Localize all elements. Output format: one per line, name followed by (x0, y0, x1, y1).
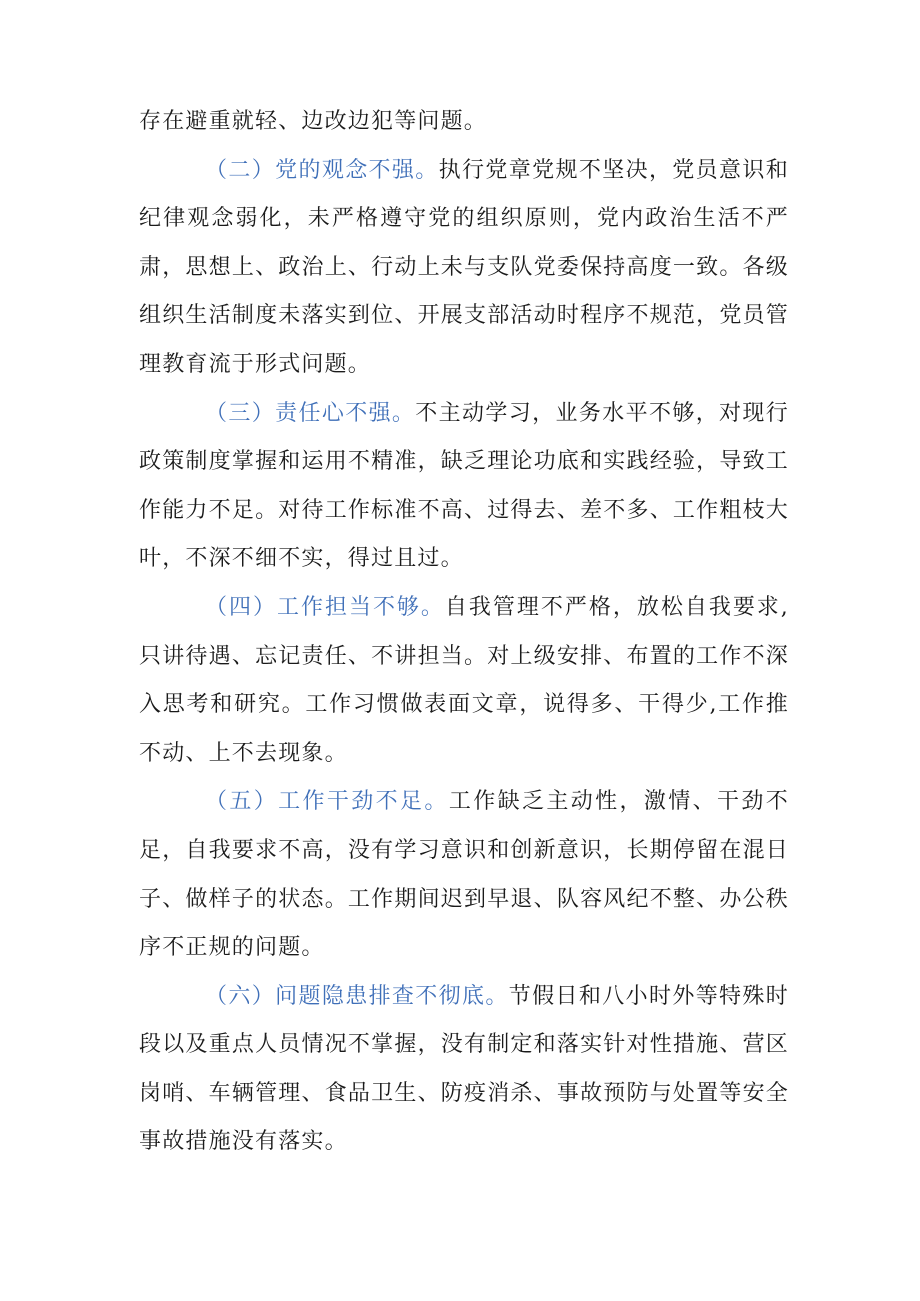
section-heading: （二）党的观念不强。 (205, 157, 439, 183)
paragraph-body: 执行党章党规不坚决，党员意识和纪律观念弱化，未严格遵守党的组织原则，党内政治生活不严肃，思想上、政治上、行动上未与支队党委保持高度一致。各级组织生活制度未落实到位、开展支部活动时程序不规范，党员管理教育流于形式问题。 (139, 157, 789, 377)
paragraph-accountability (139, 584, 789, 778)
paragraph-body: 工作缺乏主动性，激情、干劲不足，自我要求不高，没有学习意识和创新意识，长期停留在混日子、做样子的状态。工作期间迟到早退、队容风纪不整、办公秩序不正规的问题。 (139, 789, 789, 961)
section-heading: （三）责任心不强。 (205, 400, 416, 426)
paragraph-body: 不主动学习，业务水平不够，对现行政策制度掌握和运用不精准，缺乏理论功底和实践经验，导致工作能力不足。对待工作标准不高、过得去、差不多、工作粗枝大叶，不深不细不实，得过且过。 (139, 400, 789, 572)
document-body (139, 98, 789, 1167)
paragraph-body: 存在避重就轻、边改边犯等问题。 (139, 109, 488, 134)
paragraph-motivation (139, 778, 789, 972)
section-heading: （六）问题隐患排查不彻底。 (205, 983, 509, 1009)
paragraph-hazard-inspection (139, 973, 789, 1167)
section-heading: （四）工作担当不够。 (205, 594, 445, 620)
paragraph-party-awareness (139, 147, 789, 390)
paragraph-continuation (139, 98, 789, 147)
paragraph-body: 节假日和八小时外等特殊时段以及重点人员情况不掌握，没有制定和落实针对性措施、营区岗哨、车辆管理、食品卫生、防疫消杀、事故预防与处置等安全事故措施没有落实。 (139, 983, 789, 1155)
paragraph-responsibility (139, 390, 789, 584)
section-heading: （五）工作干劲不足。 (205, 789, 449, 815)
paragraph-body: 自我管理不严格，放松自我要求,只讲待遇、忘记责任、不讲担当。对上级安排、布置的工作不深入思考和研究。工作习惯做表面文章，说得多、干得少,工作推不动、上不去现象。 (139, 594, 789, 766)
